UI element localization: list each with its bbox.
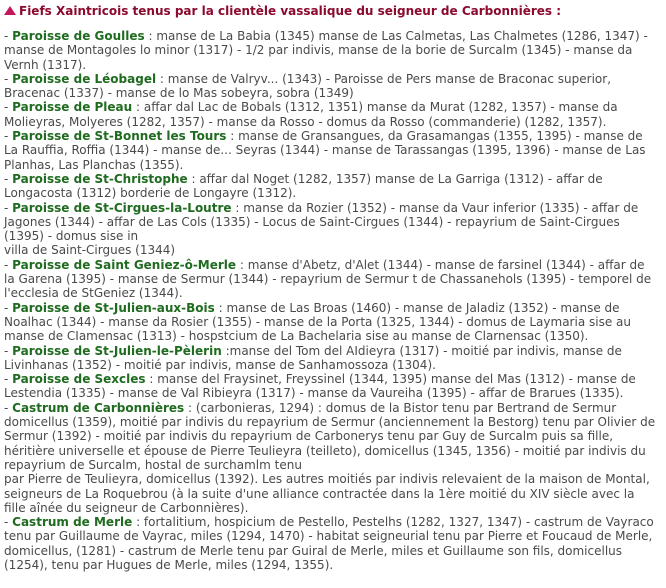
entry-text: : (carbonieras, 1294) : domus de la Bistor tenu par Bertrand de Sermur domicellus (1359), moitié par indivis du repayrium de Sermur (anciennement la Bestorg) tenu par Olivier de Sermur (1392) - moitié par indivis du repayrium de Carbonerys tenu par Guy de Surcalm puis sa fille, héritière universelle et épouse de Pierre Teulieyra (teilleto), domicellus (1345, 1356) - moitié par indivis du repayrium de Surcalm, hostal de surchamlm tenu bbox=[4, 400, 656, 472]
entry-text: : manse del Fraysinet, Freyssinel (1344, 1395) manse del Mas (1312) - manse de Lestendia (1335) - manse de Val Ribieyra (1317) - manse da Vaureiha (1395) - affar de Brarues (1335). bbox=[4, 372, 636, 401]
entry-text: : manse d'Abetz, d'Alet (1344) - manse de farsinel (1344) - affar de la Garena (1395) - manse de Sermur (1344) - repayrium de Sermur t de Chassanehols (1395) - temporel de l'ecclesia de StGeniez (1344). bbox=[4, 257, 652, 301]
fief-entry-st-christophe: - Paroisse de St-Christophe : affar dal Noget (1282, 1357) manse de La Garriga (1312) - affar de Longacosta (1312) borderie de Longayre (1312). bbox=[4, 171, 603, 201]
entry-name: Paroisse de St-Bonnet les Tours bbox=[12, 129, 227, 144]
fief-entry-leobagel: - Paroisse de Léobagel : manse de Valryv... (1343) - Paroisse de Pers manse de Braconac superior, Bracenac (1337) - manse de lo Mas sobeyra, sobra (1349) bbox=[4, 71, 612, 101]
fief-entry-st-julien-le-pelerin: - Paroisse de St-Julien-le-Pèlerin :manse del Tom del AIdieyra (1317) - moitié par indivis, manse de Livinhanas (1352) - moitié par indivis, manse de Sanhamossoza (1304). bbox=[4, 343, 622, 372]
entry-text: : manse de Valryv... (1343) - Paroisse de Pers manse de Braconac superior, Bracenac (1337) - manse de lo Mas sobeyra, sobra (1349) bbox=[4, 71, 612, 101]
entry-continuation: villa de Saint-Cirgues (1344) bbox=[4, 243, 176, 258]
entry-name: Paroisse de St-Cirgues-la-Loutre bbox=[12, 200, 232, 215]
page-title: Fiefs Xaintricois tenus par la clientèle vassalique du seigneur de Carbonnières : bbox=[19, 4, 562, 18]
fief-entry-merle: - Castrum de Merle : fortalitium, hospicium de Pestello, Pestelhs (1282, 1327, 1347) - castrum de Vayraco tenu par Guillaume de Vayrac, miles (1294, 1470) - habitat seigneurial tenu par Pierre et Foucaud de Merle, domicellus, (1281) - castrum de Merle tenu par Guiral de Merle, miles et Guillaume son fils, domicellus (1254), tenu par Hugues de Merle, miles (1294, 1355). bbox=[4, 515, 654, 572]
entry-name: Paroisse de St-Julien-le-Pèlerin bbox=[12, 343, 222, 358]
entry-name: Paroisse de Sexcles bbox=[12, 372, 146, 387]
entry-text: : manse de La Babia (1345) manse de Las Calmetas, Las Chalmetes (1286, 1347) - manse de Montagoles lo minor (1317) - 1/2 par indivis, manse de la borie de Surcalm (1345) - manse da Vernh (1317). bbox=[4, 29, 648, 72]
entry-name: Paroisse de St-Julien-aux-Bois bbox=[12, 300, 215, 315]
fief-entry-goulles: - Paroisse de Goulles : manse de La Babia (1345) manse de Las Calmetas, Las Chalmetes (1286, 1347) - manse de Montagoles lo minor (1317) - 1/2 par indivis, manse de la borie de Surcalm (1345) - manse da Vernh (1317). bbox=[4, 29, 648, 72]
fief-entry-st-julien-aux-bois: - Paroisse de St-Julien-aux-Bois : manse de Las Broas (1460) - manse de Jaladiz (1352) - manse de Noalhac (1344) - manse da Rosier (1355) - manse de la Porta (1325, 1344) - domus de Laymaria sise au manse de CIamensac (1313) - hospstcium de La Bachelaria sise au manse de Clarnensac (1350). bbox=[4, 300, 631, 344]
entry-text: :manse del Tom del AIdieyra (1317) - moitié par indivis, manse de Livinhanas (1352) - moitié par indivis, manse de Sanhamossoza (1304). bbox=[4, 343, 622, 372]
fief-entry-st-geniez: - Paroisse de Saint Geniez-ô-Merle : manse d'Abetz, d'Alet (1344) - manse de farsinel (1344) - affar de la Garena (1395) - manse de Sermur (1344) - repayrium de Sermur t de Chassanehols (1395) - temporel de l'ecclesia de StGeniez (1344). bbox=[4, 257, 652, 301]
triangle-bullet-icon bbox=[4, 6, 16, 15]
fief-entry-st-bonnet: - Paroisse de St-Bonnet les Tours : manse de Gransangues, da Grasamangas (1355, 1395) - manse de La Rauffia, Roffia (1344) - manse de... Seyras (1344) - manse de Tarassangas (1395, 1396) - manse de Las Planhas, Las Planchas (1355). bbox=[4, 129, 646, 172]
entry-text: : fortalitium, hospicium de Pestello, Pestelhs (1282, 1327, 1347) - castrum de Vayraco tenu par Guillaume de Vayrac, miles (1294, 1470) - habitat seigneurial tenu par Pierre et Foucaud de Merle, domicellus, (1281) - castrum de Merle tenu par Guiral de Merle, miles et Guillaume son fils, domicellus (1254), tenu par Hugues de Merle, miles (1294, 1355). bbox=[4, 515, 654, 572]
fief-entry-pleau: - Paroisse de Pleau : affar dal Lac de Bobals (1312, 1351) manse da Murat (1282, 1357) - manse da Molieyras, Molyeres (1282, 1357) - manse da Rosso - domus da Rosso (commanderie) (1282, 1357). bbox=[4, 100, 618, 129]
entry-name: Paroisse de Saint Geniez-ô-Merle bbox=[12, 257, 237, 272]
fief-entry-carbonnieres: - Castrum de Carbonnières : (carbonieras, 1294) : domus de la Bistor tenu par Bertrand de Sermur domicellus (1359), moitié par indivis du repayrium de Sermur (anciennement la Bestorg) tenu par Olivier de Sermur (1392) - moitié par indivis du repayrium de Carbonerys tenu par Guy de Surcalm puis sa fille, héritière universelle et épouse de Pierre Teulieyra (teilleto), domicellus (1345, 1356) - moitié par indivis du repayrium de Surcalm, hostal de surchamlm tenu par Pierre de Teulieyra, domicellus (1392). Les autres moitiés par indivis relevaient de la maison de Montal, seigneurs de La Roquebrou (à la suite d'une alliance contractée dans la 1ère moitié du XIV siècle avec la fille aînée du seigneur de Carbonnières). bbox=[4, 401, 658, 515]
fief-list bbox=[4, 29, 658, 572]
document-header bbox=[4, 4, 658, 18]
entry-continuation: par Pierre de Teulieyra, domicellus (1392). Les autres moitiés par indivis relevaient de la maison de Montal, seigneurs de La Roquebrou (à la suite d'une alliance contractée dans la 1ère moitié du XIV siècle avec la fille aînée du seigneur de Carbonnières). bbox=[4, 472, 650, 515]
entry-text: : manse da Rozier (1352) - manse da Vaur inferior (1335) - affar de Jagones (1344) - affar de Las Cols (1335) - Locus de Saint-Cirgues (1344) - repayrium de Saint-Cirgues (1395) - domus sise in bbox=[4, 200, 639, 244]
entry-name: Castrum de Merle bbox=[12, 515, 133, 530]
entry-name: Paroisse de Léobagel bbox=[12, 71, 157, 86]
entry-name: Castrum de Carbonnières bbox=[12, 400, 185, 415]
fief-entry-sexcles: - Paroisse de Sexcles : manse del Fraysinet, Freyssinel (1344, 1395) manse del Mas (1312) - manse de Lestendia (1335) - manse de Val Ribieyra (1317) - manse da Vaureiha (1395) - affar de Brarues (1335). bbox=[4, 372, 636, 401]
entry-name: Paroisse de St-Christophe bbox=[12, 171, 188, 186]
entry-text: : manse de Las Broas (1460) - manse de Jaladiz (1352) - manse de Noalhac (1344) - manse da Rosier (1355) - manse de la Porta (1325, 1344) - domus de Laymaria sise au manse de CIamensac (1313) - hospstcium de La Bachelaria sise au manse de Clarnensac (1350). bbox=[4, 300, 631, 344]
entry-text: : affar dal Noget (1282, 1357) manse de La Garriga (1312) - affar de Longacosta (1312) borderie de Longayre (1312). bbox=[4, 171, 603, 201]
entry-text: : affar dal Lac de Bobals (1312, 1351) manse da Murat (1282, 1357) - manse da Molieyras, Molyeres (1282, 1357) - manse da Rosso - domus da Rosso (commanderie) (1282, 1357). bbox=[4, 100, 618, 129]
fief-entry-st-cirgues: - Paroisse de St-Cirgues-la-Loutre : manse da Rozier (1352) - manse da Vaur inferior (1335) - affar de Jagones (1344) - affar de Las Cols (1335) - Locus de Saint-Cirgues (1344) - repayrium de Saint-Cirgues (1395) - domus sise in villa de Saint-Cirgues (1344) bbox=[4, 201, 658, 258]
entry-name: Paroisse de Goulles bbox=[12, 29, 145, 43]
entry-text: : manse de Gransangues, da Grasamangas (1355, 1395) - manse de La Rauffia, Roffia (1344) - manse de... Seyras (1344) - manse de Tarassangas (1395, 1396) - manse de Las Planhas, Las Planchas (1355). bbox=[4, 129, 646, 172]
entry-name: Paroisse de Pleau bbox=[12, 100, 133, 115]
